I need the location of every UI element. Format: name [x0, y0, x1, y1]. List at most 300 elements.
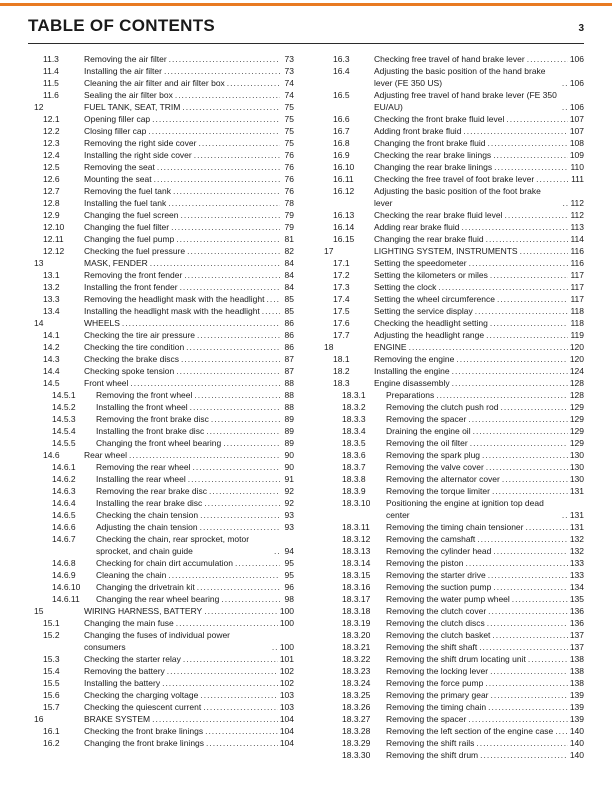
toc-entry-title: Removing the seat [84, 162, 155, 172]
toc-entry-title: Installing the fuel tank [84, 198, 167, 208]
toc-entry-number: 18.3.2 [342, 402, 366, 412]
toc-dot-leader [494, 161, 568, 173]
toc-entry-title: Installing the rear wheel [96, 474, 186, 484]
toc-entry-page: 95 [284, 570, 294, 580]
toc-entry-title: Engine disassembly [374, 378, 450, 388]
toc-entry-title: Removing the oil filter [386, 438, 468, 448]
toc-entry-page: 104 [279, 714, 294, 724]
toc-entry-number: 14.6.10 [52, 582, 81, 592]
toc-entry[interactable] [28, 497, 294, 509]
toc-entry-title: Checking spoke tension [84, 366, 175, 376]
toc-entry-title: Cleaning the chain [96, 570, 167, 580]
toc-entry-title: Removing the locking lever [386, 666, 489, 676]
toc-entry[interactable] [28, 365, 294, 377]
toc-entry-title: Installing the headlight mask with the headlight [84, 306, 260, 316]
toc-entry-number: 18.3.20 [342, 630, 371, 640]
toc-entry-page: 73 [284, 66, 294, 76]
toc-dot-leader [206, 737, 278, 749]
toc-entry[interactable] [318, 113, 584, 125]
toc-entry[interactable] [318, 629, 584, 641]
toc-entry[interactable] [28, 293, 294, 305]
toc-entry-title: Changing the fuel pump [84, 234, 175, 244]
toc-entry[interactable] [28, 401, 294, 413]
toc-entry-page: 110 [570, 162, 584, 172]
toc-dot-leader [469, 257, 569, 269]
toc-entry[interactable] [28, 113, 294, 125]
toc-entry-title: Adjusting free travel of hand brake lever (FE 350 EU/AU) [374, 90, 557, 112]
toc-entry-title: WHEELS [84, 318, 120, 328]
toc-dot-leader [477, 533, 568, 545]
toc-entry[interactable] [28, 269, 294, 281]
toc-entry-number: 14.5.2 [52, 402, 76, 412]
toc-entry[interactable] [28, 77, 294, 89]
toc-entry[interactable] [318, 665, 584, 677]
toc-entry-page: 74 [284, 90, 294, 100]
toc-entry[interactable] [28, 425, 294, 437]
toc-entry[interactable] [318, 557, 584, 569]
toc-entry[interactable] [28, 605, 294, 617]
toc-entry-number: 12.11 [43, 234, 64, 244]
toc-entry-title: ENGINE [374, 342, 407, 352]
toc-entry-number: 16.12 [333, 186, 355, 196]
toc-entry-title: Changing the rear brake fluid [374, 234, 484, 244]
toc-entry-number: 12.3 [43, 138, 60, 148]
toc-entry-number: 18.3.13 [342, 546, 371, 556]
toc-entry-number: 18.2 [333, 366, 350, 376]
toc-entry[interactable] [318, 353, 584, 365]
toc-entry-title: Checking the brake discs [84, 354, 179, 364]
toc-dot-leader [211, 413, 280, 425]
toc-entry-number: 15.5 [43, 678, 60, 688]
toc-entry[interactable] [318, 605, 584, 617]
toc-entry[interactable] [318, 233, 584, 245]
toc-entry[interactable] [318, 593, 584, 605]
toc-entry-number: 18.3.9 [342, 486, 366, 496]
toc-dot-leader [438, 281, 568, 293]
toc-entry-number: 12.7 [43, 186, 60, 196]
toc-dot-leader [562, 101, 568, 113]
toc-entry-number: 14.5.3 [52, 414, 76, 424]
toc-entry-number: 18.3.29 [342, 738, 371, 748]
toc-entry[interactable] [318, 281, 584, 293]
toc-entry-number: 18.3.6 [342, 450, 366, 460]
toc-entry[interactable] [318, 257, 584, 269]
toc-entry[interactable] [318, 485, 584, 497]
toc-entry-page: 139 [569, 714, 584, 724]
toc-dot-leader [492, 485, 568, 497]
toc-entry[interactable] [318, 461, 584, 473]
toc-entry-title: Changing the fuel filter [84, 222, 170, 232]
toc-entry[interactable] [318, 245, 584, 257]
toc-entry-page: 76 [284, 150, 294, 160]
toc-entry-number: 11.3 [43, 54, 59, 64]
toc-entry[interactable] [28, 449, 294, 461]
toc-entry[interactable] [318, 737, 584, 749]
toc-entry-number: 12.5 [43, 162, 60, 172]
toc-entry[interactable] [28, 689, 294, 701]
toc-entry-number: 15.6 [43, 690, 60, 700]
toc-dot-leader [500, 401, 567, 413]
toc-entry-page: 108 [569, 138, 584, 148]
toc-entry-title: Adding front brake fluid [374, 126, 462, 136]
toc-entry[interactable] [318, 221, 584, 233]
toc-entry-page: 101 [279, 654, 294, 664]
toc-dot-leader [486, 329, 568, 341]
toc-entry-number: 14.6.8 [52, 558, 76, 568]
toc-dot-leader [203, 701, 278, 713]
toc-entry-number: 15.2 [43, 630, 60, 640]
toc-dot-leader [505, 209, 569, 221]
toc-entry-title: Opening filler cap [84, 114, 151, 124]
toc-entry[interactable] [28, 257, 294, 269]
toc-entry-title: Removing the shift shaft [386, 642, 478, 652]
page-title: TABLE OF CONTENTS [28, 16, 216, 35]
toc-entry[interactable] [318, 521, 584, 533]
toc-entry-number: 14.1 [43, 330, 60, 340]
toc-entry-page: 120 [569, 342, 584, 352]
toc-entry[interactable] [28, 737, 294, 749]
toc-entry[interactable] [28, 725, 294, 737]
toc-dot-leader [480, 749, 568, 761]
toc-entry-title: Changing the front wheel bearing [96, 438, 222, 448]
toc-entry-page: 91 [284, 474, 294, 484]
toc-entry-number: 18.3.1 [342, 390, 366, 400]
toc-entry[interactable] [28, 209, 294, 221]
toc-entry-page: 87 [284, 354, 294, 364]
toc-entry-page: 119 [570, 330, 584, 340]
toc-entry-page: 106 [569, 102, 584, 112]
toc-entry[interactable] [28, 389, 294, 401]
toc-dot-leader [205, 725, 278, 737]
toc-entry-page: 102 [279, 666, 294, 676]
toc-entry[interactable] [28, 137, 294, 149]
toc-dot-leader [479, 641, 568, 653]
toc-entry[interactable] [318, 617, 584, 629]
toc-entry-title: LIGHTING SYSTEM, INSTRUMENTS [374, 246, 518, 256]
toc-entry[interactable] [28, 653, 294, 665]
toc-entry-number: 14.5 [43, 378, 60, 388]
toc-entry[interactable] [318, 125, 584, 137]
toc-entry-number: 18.3.12 [342, 534, 371, 544]
toc-entry[interactable] [318, 53, 584, 65]
toc-entry-page: 131 [569, 510, 584, 520]
toc-dot-leader [167, 665, 278, 677]
toc-entry[interactable] [28, 53, 294, 65]
toc-entry-page: 129 [569, 414, 584, 424]
toc-entry-page: 135 [569, 594, 584, 604]
toc-entry-title: Removing the right side cover [84, 138, 197, 148]
toc-entry[interactable] [28, 485, 294, 497]
toc-entry-number: 14.6.2 [52, 474, 76, 484]
toc-entry[interactable] [318, 329, 584, 341]
toc-entry-page: 111 [571, 174, 584, 184]
toc-dot-leader [409, 341, 568, 353]
toc-dot-leader [197, 581, 280, 593]
toc-entry[interactable] [318, 137, 584, 149]
toc-entry-number: 18.3.30 [342, 750, 371, 760]
toc-dot-leader [493, 581, 567, 593]
toc-entry-number: 16.11 [333, 174, 354, 184]
toc-dot-leader [204, 605, 278, 617]
toc-entry-title: Draining the engine oil [386, 426, 471, 436]
toc-entry-title: Adding rear brake fluid [374, 222, 460, 232]
toc-entry[interactable] [318, 209, 584, 221]
toc-entry[interactable] [28, 437, 294, 449]
toc-entry-number: 14.6.11 [52, 594, 80, 604]
toc-entry[interactable] [28, 473, 294, 485]
toc-entry[interactable] [318, 413, 584, 425]
toc-entry-number: 18.3.8 [342, 474, 366, 484]
toc-entry[interactable] [28, 533, 294, 557]
toc-entry[interactable] [318, 65, 584, 89]
toc-entry[interactable] [28, 677, 294, 689]
toc-dot-leader [482, 449, 568, 461]
toc-entry-title: Removing the fuel tank [84, 186, 171, 196]
toc-entry-number: 18.3.15 [342, 570, 371, 580]
toc-entry[interactable] [318, 437, 584, 449]
toc-entry[interactable] [28, 701, 294, 713]
toc-entry[interactable] [28, 161, 294, 173]
toc-entry-title: Removing the suction pump [386, 582, 492, 592]
toc-entry-number: 16.7 [333, 126, 350, 136]
toc-entry[interactable] [28, 557, 294, 569]
toc-entry[interactable] [318, 317, 584, 329]
toc-entry[interactable] [28, 461, 294, 473]
toc-entry-number: 17.4 [333, 294, 350, 304]
toc-entry[interactable] [28, 281, 294, 293]
toc-entry-page: 133 [569, 570, 584, 580]
toc-dot-leader [190, 401, 280, 413]
toc-entry-number: 15.3 [43, 654, 60, 664]
toc-dot-leader [188, 473, 280, 485]
toc-entry[interactable] [318, 725, 584, 737]
toc-entry[interactable] [318, 425, 584, 437]
toc-entry-number: 14.5.5 [52, 438, 76, 448]
toc-entry-number: 18.3.14 [342, 558, 371, 568]
toc-entry[interactable] [28, 317, 294, 329]
toc-entry-title: Preparations [386, 390, 435, 400]
toc-entry[interactable] [318, 701, 584, 713]
toc-entry-title: Removing the spacer [386, 714, 467, 724]
toc-entry[interactable] [28, 521, 294, 533]
toc-entry-title: Checking the quiescent current [84, 702, 202, 712]
toc-dot-leader [487, 617, 568, 629]
toc-dot-leader [154, 173, 280, 185]
toc-entry[interactable] [318, 713, 584, 725]
toc-entry-page: 79 [284, 222, 294, 232]
toc-entry[interactable] [318, 401, 584, 413]
toc-entry-title: Checking the starter relay [84, 654, 181, 664]
toc-entry-number: 17.6 [333, 318, 350, 328]
toc-entry-number: 16.14 [333, 222, 355, 232]
toc-dot-leader [182, 101, 280, 113]
toc-entry-page: 76 [284, 186, 294, 196]
toc-entry-title: Checking the tire condition [84, 342, 185, 352]
toc-entry-title: Installing the front fender [84, 282, 178, 292]
toc-entry-page: 74 [284, 78, 294, 88]
toc-entry[interactable] [318, 161, 584, 173]
toc-entry-page: 75 [284, 114, 294, 124]
toc-entry[interactable] [318, 569, 584, 581]
toc-entry[interactable] [318, 581, 584, 593]
toc-entry-page: 107 [569, 114, 584, 124]
toc-entry-number: 14.4 [43, 366, 60, 376]
toc-entry-page: 138 [569, 654, 584, 664]
toc-entry-number: 14.3 [43, 354, 60, 364]
toc-entry-page: 117 [570, 282, 584, 292]
toc-entry-title: Checking the headlight setting [374, 318, 488, 328]
toc-dot-leader [162, 677, 278, 689]
toc-dot-leader [520, 245, 569, 257]
toc-entry[interactable] [318, 497, 584, 521]
toc-entry-page: 129 [569, 438, 584, 448]
toc-entry-number: 18.1 [333, 354, 350, 364]
toc-entry[interactable] [318, 677, 584, 689]
toc-entry-page: 112 [570, 198, 584, 208]
toc-entry[interactable] [318, 149, 584, 161]
toc-dot-leader [168, 197, 280, 209]
toc-entry[interactable] [28, 581, 294, 593]
toc-entry[interactable] [318, 545, 584, 557]
toc-entry-title: Removing the shift rails [386, 738, 475, 748]
toc-entry-number: 14.5.4 [52, 426, 76, 436]
toc-entry-number: 18.3.7 [342, 462, 366, 472]
toc-entry[interactable] [28, 101, 294, 113]
toc-entry-title: Checking the free travel of foot brake lever [374, 174, 535, 184]
toc-entry[interactable] [28, 509, 294, 521]
toc-entry-title: Setting the kilometers or miles [374, 270, 488, 280]
toc-entry[interactable] [28, 125, 294, 137]
toc-entry[interactable] [28, 593, 294, 605]
toc-entry[interactable] [318, 749, 584, 761]
toc-entry[interactable] [318, 653, 584, 665]
toc-entry[interactable] [28, 617, 294, 629]
toc-dot-leader [150, 257, 280, 269]
toc-entry[interactable] [28, 89, 294, 101]
toc-entry[interactable] [28, 569, 294, 581]
toc-entry[interactable] [28, 665, 294, 677]
toc-entry-number: 13 [34, 258, 44, 268]
toc-dot-leader [486, 461, 568, 473]
toc-entry-number: 18.3.18 [342, 606, 371, 616]
toc-entry-number: 14.6 [43, 450, 60, 460]
toc-entry-number: 17 [324, 246, 334, 256]
toc-entry[interactable] [28, 221, 294, 233]
toc-entry-page: 76 [284, 162, 294, 172]
toc-entry[interactable] [28, 353, 294, 365]
toc-entry-number: 17.2 [333, 270, 350, 280]
toc-entry-title: Changing the front brake fluid [374, 138, 486, 148]
toc-entry-title: Removing the alternator cover [386, 474, 500, 484]
toc-entry-number: 18.3.24 [342, 678, 371, 688]
toc-entry-page: 78 [284, 198, 294, 208]
toc-entry-title: Changing the front brake linings [84, 738, 205, 748]
toc-entry-page: 117 [570, 294, 584, 304]
toc-entry-title: Installing the rear brake disc [96, 498, 203, 508]
toc-entry[interactable] [28, 245, 294, 257]
toc-entry-number: 16.10 [333, 162, 355, 172]
toc-entry[interactable] [318, 533, 584, 545]
toc-dot-leader [204, 497, 280, 509]
toc-entry-page: 75 [284, 138, 294, 148]
toc-entry[interactable] [28, 629, 294, 653]
toc-dot-leader [173, 185, 280, 197]
toc-entry[interactable] [28, 377, 294, 389]
toc-entry-title: Installing the right side cover [84, 150, 192, 160]
toc-entry[interactable] [318, 293, 584, 305]
toc-entry-page: 89 [284, 426, 294, 436]
toc-entry-page: 112 [570, 210, 584, 220]
top-accent-bar [0, 3, 612, 6]
toc-entry[interactable] [318, 305, 584, 317]
toc-entry[interactable] [28, 305, 294, 317]
toc-entry-title: Positioning the engine at ignition top dead center [386, 498, 544, 520]
toc-entry[interactable] [28, 65, 294, 77]
toc-entry-number: 15.4 [43, 666, 60, 676]
toc-entry-page: 90 [284, 462, 294, 472]
toc-entry[interactable] [318, 341, 584, 353]
toc-entry-page: 132 [569, 534, 584, 544]
toc-dot-leader [562, 197, 568, 209]
toc-entry-number: 14.2 [43, 342, 60, 352]
toc-entry-page: 107 [569, 126, 584, 136]
toc-entry[interactable] [28, 173, 294, 185]
toc-entry[interactable] [28, 413, 294, 425]
toc-entry[interactable] [28, 713, 294, 725]
toc-dot-leader [476, 737, 567, 749]
toc-entry[interactable] [318, 389, 584, 401]
toc-entry-title: Adjusting the basic position of the foot brake lever [374, 186, 541, 208]
toc-entry[interactable] [318, 185, 584, 209]
toc-entry-title: Closing filler cap [84, 126, 147, 136]
toc-entry-page: 140 [569, 726, 584, 736]
toc-entry[interactable] [28, 185, 294, 197]
toc-dot-leader [512, 593, 568, 605]
toc-entry-number: 16.13 [333, 210, 355, 220]
toc-entry[interactable] [318, 365, 584, 377]
toc-dot-leader [171, 221, 280, 233]
toc-entry-title: Removing the starter drive [386, 570, 486, 580]
toc-entry-title: Installing the front brake disc [96, 426, 205, 436]
toc-entry[interactable] [318, 269, 584, 281]
toc-entry[interactable] [28, 197, 294, 209]
toc-entry-page: 104 [279, 726, 294, 736]
toc-entry[interactable] [318, 377, 584, 389]
toc-entry[interactable] [318, 641, 584, 653]
toc-entry-title: Removing the primary gear [386, 690, 489, 700]
toc-entry-title: Changing the main fuse [84, 618, 174, 628]
toc-dot-leader [502, 473, 568, 485]
toc-entry[interactable] [318, 473, 584, 485]
toc-entry[interactable] [318, 89, 584, 113]
toc-entry-title: Adjusting the chain tension [96, 522, 198, 532]
toc-entry[interactable] [28, 149, 294, 161]
toc-entry-title: Front wheel [84, 378, 129, 388]
toc-entry[interactable] [318, 173, 584, 185]
toc-entry[interactable] [318, 689, 584, 701]
toc-entry-page: 87 [284, 366, 294, 376]
toc-entry[interactable] [28, 233, 294, 245]
toc-entry-number: 16.4 [333, 66, 350, 76]
toc-entry-title: Removing the front wheel [96, 390, 193, 400]
toc-entry-page: 86 [284, 318, 294, 328]
toc-entry[interactable] [28, 341, 294, 353]
toc-entry[interactable] [318, 449, 584, 461]
toc-entry-page: 130 [569, 450, 584, 460]
toc-entry[interactable] [28, 329, 294, 341]
toc-entry-number: 14.6.7 [52, 534, 76, 544]
toc-dot-leader [456, 353, 567, 365]
